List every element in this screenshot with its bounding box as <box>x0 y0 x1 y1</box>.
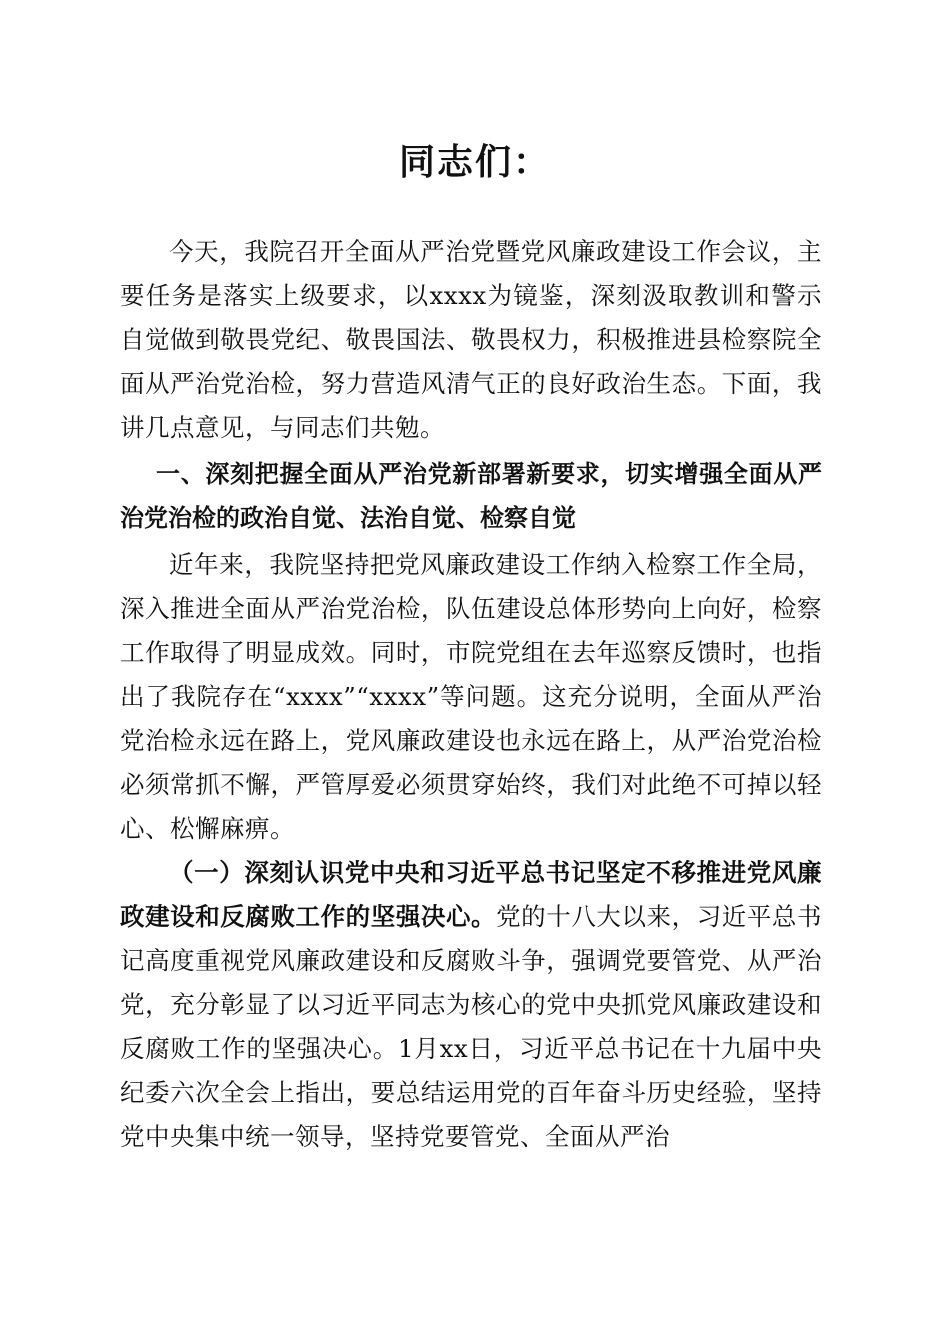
speech-title: 同志们： <box>398 141 551 183</box>
intro-paragraph: 今天，我院召开全面从严治党暨党风廉政建设工作会议，主要任务是落实上级要求，以xxxx为镜鉴，深刻汲取教训和警示自觉做到敬畏党纪、敬畏国法、敬畏权力，积极推进县检察院全面从严治党治检，努力营造风清气正的良好政治生态。下面，我讲几点意见，与同志们共勉。 <box>120 237 822 442</box>
subsection-1-lead: （一）深刻认识党中央和习近平总书记坚定不移推进党风廉政建设和反腐败工作的坚强决心。 <box>120 858 822 931</box>
subsection-1-paragraph <box>120 851 822 1159</box>
section-1-paragraph: 近年来，我院坚持把党风廉政建设工作纳入检察工作全局，深入推进全面从严治党治检，队伍建设总体形势向上向好，检察工作取得了明显成效。同时，市院党组在去年巡察反馈时，也指出了我院存在“xxxx”“xxxx”等问题。这充分说明，全面从严治党治检永远在路上，党风廉政建设也永远在路上，从严治党治检必须常抓不懈，严管厚爱必须贯穿始终，我们对此绝不可掉以轻心、松懈麻痹。 <box>120 550 822 843</box>
section-heading-1: 一、深刻把握全面从严治党新部署新要求，切实增强全面从严治党治检的政治自觉、法治自觉、检察自觉 <box>120 460 822 532</box>
subsection-1-body: 党的十八大以来，习近平总书记高度重视党风廉政建设和反腐败斗争，强调党要管党、从严治党，充分彰显了以习近平同志为核心的党中央抓党风廉政建设和反腐败工作的坚强决心。1月xx日，习近平总书记在十九届中央纪委六次全会上指出，要总结运用党的百年奋斗历史经验，坚持党中央集中统一领导，坚持党要管党、全面从严治 <box>120 902 822 1151</box>
